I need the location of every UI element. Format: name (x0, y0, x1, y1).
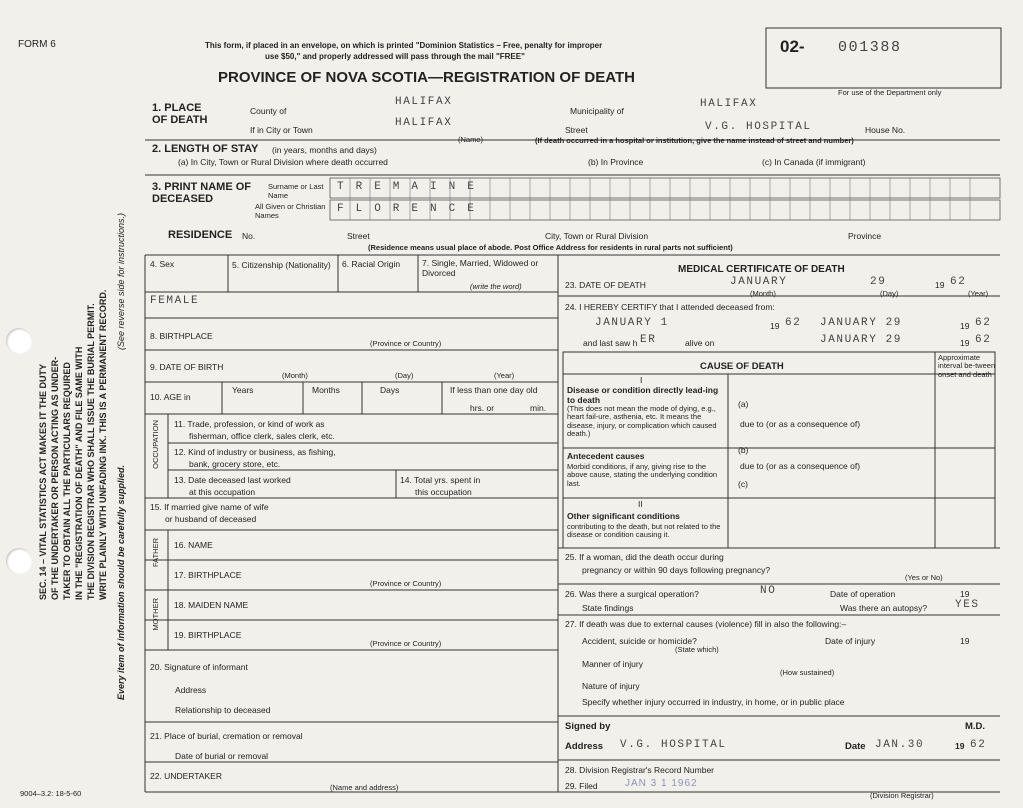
autopsy-label: Was there an autopsy? (840, 603, 928, 613)
municipality-label: Municipality of (570, 106, 624, 116)
date-signed: JAN.30 (875, 739, 925, 751)
last-saw-value: ER (640, 334, 657, 346)
residence-no-label: No. (242, 231, 256, 241)
attended-to: JANUARY 29 (820, 317, 903, 329)
q12-label: 12. Kind of industry or business, as fishing, (174, 447, 336, 457)
state-findings-label: State findings (582, 603, 634, 613)
other-conditions-label: Other significant conditions (567, 511, 680, 521)
q25-label: 25. If a woman, did the death occur during (565, 552, 724, 562)
to-year: 62 (975, 317, 992, 329)
side-note-5: THE DIVISION REGISTRAR WHO SHALL ISSUE THE BURIAL PERMIT. (86, 303, 96, 600)
death-year-caption: (Year) (968, 289, 989, 298)
side-note-3: TAKER TO OBTAIN ALL THE PARTICULARS REQUIRED (62, 362, 72, 600)
last-seen-date: JANUARY 29 (820, 334, 903, 346)
date-signed-year-prefix: 19 (955, 741, 965, 751)
county-label: County of (250, 106, 287, 116)
undertaker-caption: (Name and address) (330, 783, 399, 792)
city-value: HALIFAX (395, 117, 453, 129)
municipality-value: HALIFAX (700, 98, 758, 110)
years-label: Years (232, 385, 254, 395)
q13-label: 13. Date deceased last worked (174, 475, 291, 485)
form-title: PROVINCE OF NOVA SCOTIA—REGISTRATION OF DEATH (218, 69, 635, 86)
md-label: M.D. (965, 721, 986, 732)
undertaker-label: 22. UNDERTAKER (150, 771, 222, 781)
dob-label: 9. DATE OF BIRTH (150, 362, 224, 372)
residence-province-label: Province (848, 231, 882, 241)
cause-of-death-title: CAUSE OF DEATH (700, 361, 784, 372)
q25b-label: pregnancy or within 90 days following pregnancy? (582, 565, 771, 575)
surname-label: Surname or Last Name (268, 182, 324, 200)
side-note-4: IN THE "REGISTRATION OF DEATH" AND FILE SAME WITH (74, 346, 84, 600)
date-signed-label: Date (845, 741, 866, 752)
stay-c: (c) In Canada (if immigrant) (762, 157, 866, 167)
reg-number: 001388 (838, 39, 902, 56)
date-injury-label: Date of injury (825, 636, 876, 646)
date-of-death-label: 23. DATE OF DEATH (565, 280, 646, 290)
city-label: If in City or Town (250, 125, 313, 135)
dob-day-caption: (Day) (395, 371, 414, 380)
citizenship-label: 5. Citizenship (Nationality) (232, 260, 331, 270)
side-note-italic: Every item of information should be carefully supplied. (116, 464, 126, 700)
father-name-label: 16. NAME (174, 540, 213, 550)
q26-label: 26. Was there a surgical operation? (565, 589, 699, 599)
stay-a: (a) In City, Town or Rural Division where death occurred (178, 157, 388, 167)
hrs-label: hrs. or (470, 403, 495, 413)
name-caption: (Name) (458, 135, 484, 144)
dob-year-caption: (Year) (494, 371, 515, 380)
given-label: All Given or Christian Names (255, 202, 326, 220)
house-label: House No. (865, 125, 906, 135)
hospital-note: (If death occurred in a hospital or institution, give the name instead of street and number) (535, 136, 854, 145)
roman-one: I (640, 375, 643, 385)
relationship-label: Relationship to deceased (175, 705, 271, 715)
residence-city-label: City, Town or Rural Division (545, 231, 649, 241)
days-label: Days (380, 385, 400, 395)
address-label: Address (565, 741, 604, 752)
marital-label: 7. Single, Married, Widowed or Divorced (422, 258, 539, 279)
manner-label: Manner of injury (582, 659, 643, 669)
given-value: FLORENCE (337, 203, 486, 215)
last-saw-label: and last saw h (583, 338, 638, 348)
under-day-label: If less than one day old (450, 385, 538, 395)
certify-label: 24. I HEREBY CERTIFY that I attended deceased from: (565, 302, 775, 312)
from-year-prefix: 19 (770, 321, 780, 331)
q14-label: 14. Total yrs. spent in (400, 475, 481, 485)
from-year: 62 (785, 317, 802, 329)
other-conditions-note: contributing to the death, but not related to the disease or condition causing it. (567, 522, 721, 540)
racial-origin-label: 6. Racial Origin (342, 259, 401, 269)
state-which-caption: (State which) (675, 645, 719, 654)
filed-stamp: JAN 3 1 1962 (625, 778, 698, 789)
occupation-side-label: OCCUPATION (151, 420, 160, 469)
county-value: HALIFAX (395, 96, 453, 108)
injury-year-prefix: 19 (960, 636, 970, 646)
autopsy-value: YES (955, 599, 980, 611)
stay-b: (b) In Province (588, 157, 644, 167)
death-day: 29 (870, 276, 887, 288)
place-of-death-label: 1. PLACE OF DEATH (152, 102, 208, 126)
accident-label: Accident, suicide or homicide? (582, 636, 697, 646)
print-name-label: 3. PRINT NAME OF DECEASED (152, 181, 252, 205)
yes-no-caption: (Yes or No) (905, 573, 943, 582)
informant-label: 20. Signature of informant (150, 662, 248, 672)
date-operation-label: Date of operation (830, 589, 896, 599)
death-month: JANUARY (730, 276, 788, 288)
dept-use-label: For use of the Department only (838, 88, 942, 97)
q27-label: 27. If death was due to external causes (violence) fill in also the following:– (565, 619, 847, 629)
roman-two: II (638, 499, 643, 509)
q11-label: 11. Trade, profession, or kind of work as (174, 419, 325, 429)
side-note-6: WRITE PLAINLY WITH UNFADING INK. THIS IS A PERMANENT RECORD. (98, 289, 108, 600)
father-birthplace-label: 17. BIRTHPLACE (174, 570, 242, 580)
antecedent-note: Morbid conditions, if any, giving rise to the above cause, stating the underlying condition last. (567, 462, 718, 488)
medical-title: MEDICAL CERTIFICATE OF DEATH (678, 264, 845, 275)
signed-by-label: Signed by (565, 721, 611, 732)
mother-maiden-label: 18. MAIDEN NAME (174, 600, 249, 610)
disease-note: (This does not mean the mode of dying, e.g., heart fail-ure, asthenia, etc. It means the disease, injury, or complication which caused death.) (567, 404, 717, 438)
sex-value: FEMALE (150, 295, 200, 307)
length-of-stay-sub: (in years, months and days) (272, 145, 377, 155)
street-label: Street (565, 125, 588, 135)
father-side-label: FATHER (151, 538, 160, 568)
birthplace-label: 8. BIRTHPLACE (150, 331, 213, 341)
side-note-reverse: (See reverse side for instructions.) (116, 212, 126, 350)
q15b-label: or husband of deceased (165, 514, 257, 524)
antecedent-label: Antecedent causes (567, 451, 645, 461)
mother-birthplace-label: 19. BIRTHPLACE (174, 630, 242, 640)
operation-value: NO (760, 585, 777, 597)
cause-b-label: (b) (738, 445, 749, 455)
dob-month-caption: (Month) (282, 371, 308, 380)
postal-notice-2: use $50," and properly addressed will pass through the mail "FREE" (265, 52, 525, 61)
q12b-label: bank, grocery store, etc. (189, 459, 281, 469)
form-number: FORM 6 (18, 39, 56, 50)
due-to-a: due to (or as a consequence of) (740, 419, 861, 429)
operation-year-prefix: 19 (960, 589, 970, 599)
disease-label: Disease or condition directly lead-ing to death (567, 385, 719, 405)
date-signed-year: 62 (970, 739, 987, 751)
q13b-label: at this occupation (189, 487, 256, 497)
q11b-label: fisherman, office clerk, sales clerk, etc. (189, 431, 335, 441)
residence-label: RESIDENCE (168, 229, 233, 241)
length-of-stay-label: 2. LENGTH OF STAY (152, 143, 259, 155)
attended-from: JANUARY 1 (595, 317, 669, 329)
father-birthplace-caption: (Province or Country) (370, 579, 442, 588)
informant-address-label: Address (175, 685, 207, 695)
cause-c-label: (c) (738, 479, 748, 489)
specify-label: Specify whether injury occurred in industry, in home, or in public place (582, 697, 845, 707)
mother-birthplace-caption: (Province or Country) (370, 639, 442, 648)
alive-on-label: alive on (685, 338, 715, 348)
age-label: 10. AGE in (150, 392, 191, 402)
div-registrar-caption: (Division Registrar) (870, 791, 934, 800)
due-to-b: due to (or as a consequence of) (740, 461, 861, 471)
burial-date-label: Date of burial or removal (175, 751, 269, 761)
side-note-1: SEC. 14 – VITAL STATISTICS ACT MAKES IT THE DUTY (38, 363, 48, 600)
surname-value: TREMAINE (337, 181, 486, 193)
cause-a-label: (a) (738, 399, 749, 409)
interval-label: Approximate interval be-tween onset and death (938, 353, 996, 379)
sex-label: 4. Sex (150, 259, 175, 269)
sustained-caption: (How sustained) (780, 668, 835, 677)
marital-caption: (write the word) (470, 282, 522, 291)
to-year-prefix: 19 (960, 321, 970, 331)
death-month-caption: (Month) (750, 289, 776, 298)
q29-label: 29. Filed (565, 781, 598, 791)
death-year: 62 (950, 276, 967, 288)
postal-notice-1: This form, if placed in an envelope, on which is printed "Dominion Statistics – Free, penalty for improper (205, 41, 603, 50)
nature-label: Nature of injury (582, 681, 640, 691)
min-label: min. (530, 403, 547, 413)
last-year-prefix: 19 (960, 338, 970, 348)
burial-place-label: 21. Place of burial, cremation or removal (150, 731, 303, 741)
side-note-2: OF THE UNDERTAKER OR PERSON ACTING AS UNDER- (50, 356, 60, 600)
street-value: V.G. HOSPITAL (705, 121, 812, 133)
footer-code: 9004–3.2: 18-5-60 (20, 789, 82, 798)
death-year-prefix: 19 (935, 280, 945, 290)
reg-prefix: 02- (780, 37, 805, 56)
q15-label: 15. If married give name of wife (150, 502, 269, 512)
months-label: Months (312, 385, 340, 395)
q14b-label: this occupation (415, 487, 472, 497)
q28-label: 28. Division Registrar's Record Number (565, 765, 715, 775)
residence-note: (Residence means usual place of abode. Post Office Address for residents in rural parts not sufficient) (368, 243, 733, 252)
death-day-caption: (Day) (880, 289, 899, 298)
last-year: 62 (975, 334, 992, 346)
mother-side-label: MOTHER (151, 598, 160, 631)
physician-address: V.G. HOSPITAL (620, 739, 727, 751)
birthplace-caption: (Province or Country) (370, 339, 442, 348)
residence-street-label: Street (347, 231, 370, 241)
